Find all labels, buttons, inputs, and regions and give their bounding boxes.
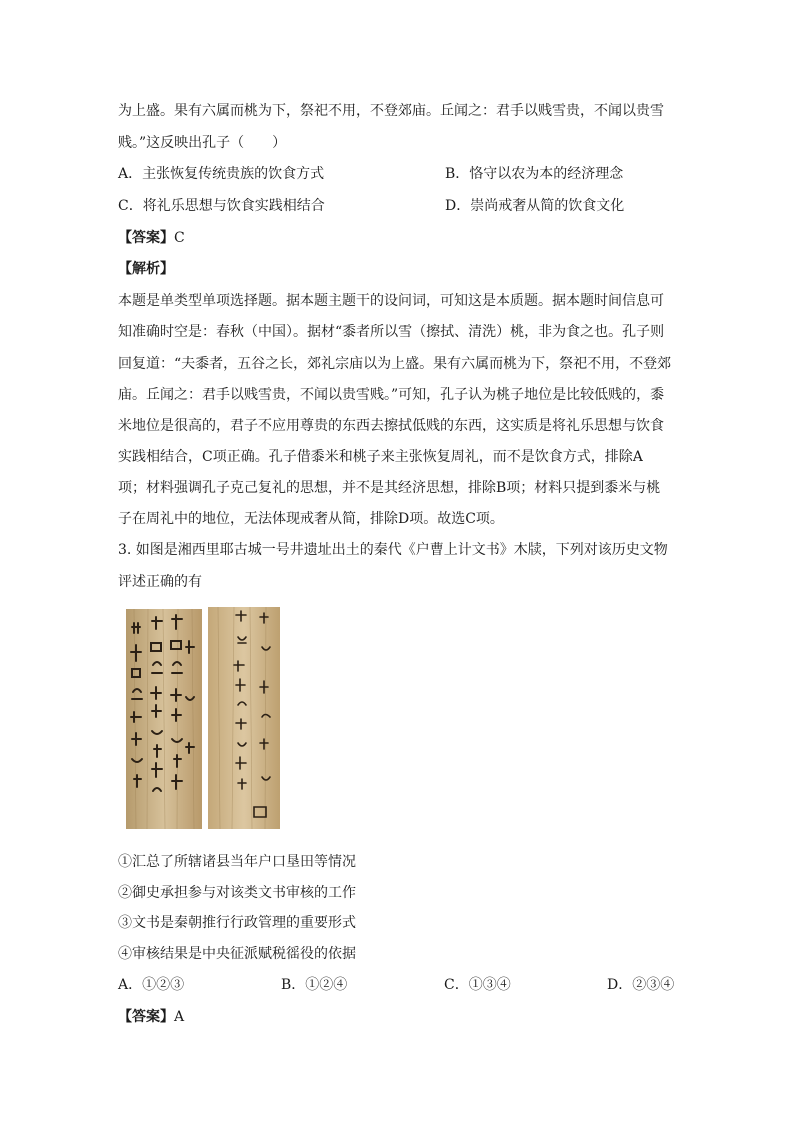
- q2-answer-value: C: [174, 230, 185, 246]
- q2-option-a: A．主张恢复传统贵族的饮食方式: [118, 166, 325, 182]
- q3-answer-label: 【答案】: [118, 1009, 174, 1025]
- q2-analysis-line-8: 子在周礼中的地位，无法体现戒奢从简，排除D项。故选C项。: [118, 511, 504, 527]
- q2-option-b: B．恪守以农为本的经济理念: [445, 166, 624, 182]
- q2-option-c: C．将礼乐思想与饮食实践相结合: [118, 198, 325, 214]
- q2-analysis-line-7: 项；材料强调孔子克己复礼的思想，并不是其经济思想，排除B项；材料只提到黍米与桃: [118, 480, 661, 496]
- q3-option-c: C．①③④: [444, 977, 511, 993]
- q2-analysis-line-1: 本题是单类型单项选择题。据本题主题干的设问词，可知这是本质题。据本题时间信息可: [118, 293, 664, 309]
- q2-answer: [118, 228, 185, 248]
- q3-option-b: B．①②④: [281, 977, 348, 993]
- wooden-slips-image: [126, 607, 280, 829]
- q2-analysis-label: 【解析】: [118, 261, 174, 277]
- q3-option-a: A．①②③: [118, 977, 185, 993]
- q2-analysis-line-5: 米地位是很高的，君子不应用尊贵的东西去擦拭低贱的东西，这实质是将礼乐思想与饮食: [118, 418, 664, 434]
- q3-statement-3: ③文书是秦朝推行行政管理的重要形式: [118, 915, 356, 931]
- q3-answer: [118, 1007, 184, 1027]
- q3-statement-4: ④审核结果是中央征派赋税徭役的依据: [118, 946, 356, 962]
- q3-answer-value: A: [174, 1009, 185, 1025]
- q2-stem-line-2: 贱。”这反映出孔子（ ）: [118, 135, 287, 151]
- q2-analysis-line-6: 实践相结合，C项正确。孔子借黍米和桃子来主张恢复周礼，而不是饮食方式，排除A: [118, 449, 643, 465]
- q2-answer-label: 【答案】: [118, 230, 174, 246]
- q2-analysis-line-2: 知准确时空是：春秋（中国）。据材“黍者所以雪（擦拭、清洗）桃，非为食之也。孔子则: [118, 324, 665, 340]
- q2-option-d: D．崇尚戒奢从简的饮食文化: [445, 198, 625, 214]
- q3-option-d: D．②③④: [607, 977, 675, 993]
- q2-stem-line-1: 为上盛。果有六属而桃为下，祭祀不用，不登郊庙。丘闻之：君手以贱雪贵，不闻以贵雪: [118, 103, 664, 119]
- q3-stem-line-1: 3. 如图是湘西里耶古城一号井遗址出土的秦代《户曹上计文书》木牍，下列对该历史文物: [118, 542, 668, 558]
- q3-statement-1: ①汇总了所辖诸县当年户口垦田等情况: [118, 854, 356, 870]
- q2-analysis-line-3: 回复道：“夫黍者，五谷之长，郊礼宗庙以为上盛。果有六属而桃为下，祭祀不用，不登郊: [118, 356, 672, 372]
- q3-statement-2: ②御史承担参与对该类文书审核的工作: [118, 885, 356, 901]
- q3-stem-line-2: 评述正确的有: [118, 574, 202, 590]
- q2-analysis-line-4: 庙。丘闻之：君手以贱雪贵，不闻以贵雪贱。”可知，孔子认为桃子地位是比较低贱的，黍: [118, 387, 665, 403]
